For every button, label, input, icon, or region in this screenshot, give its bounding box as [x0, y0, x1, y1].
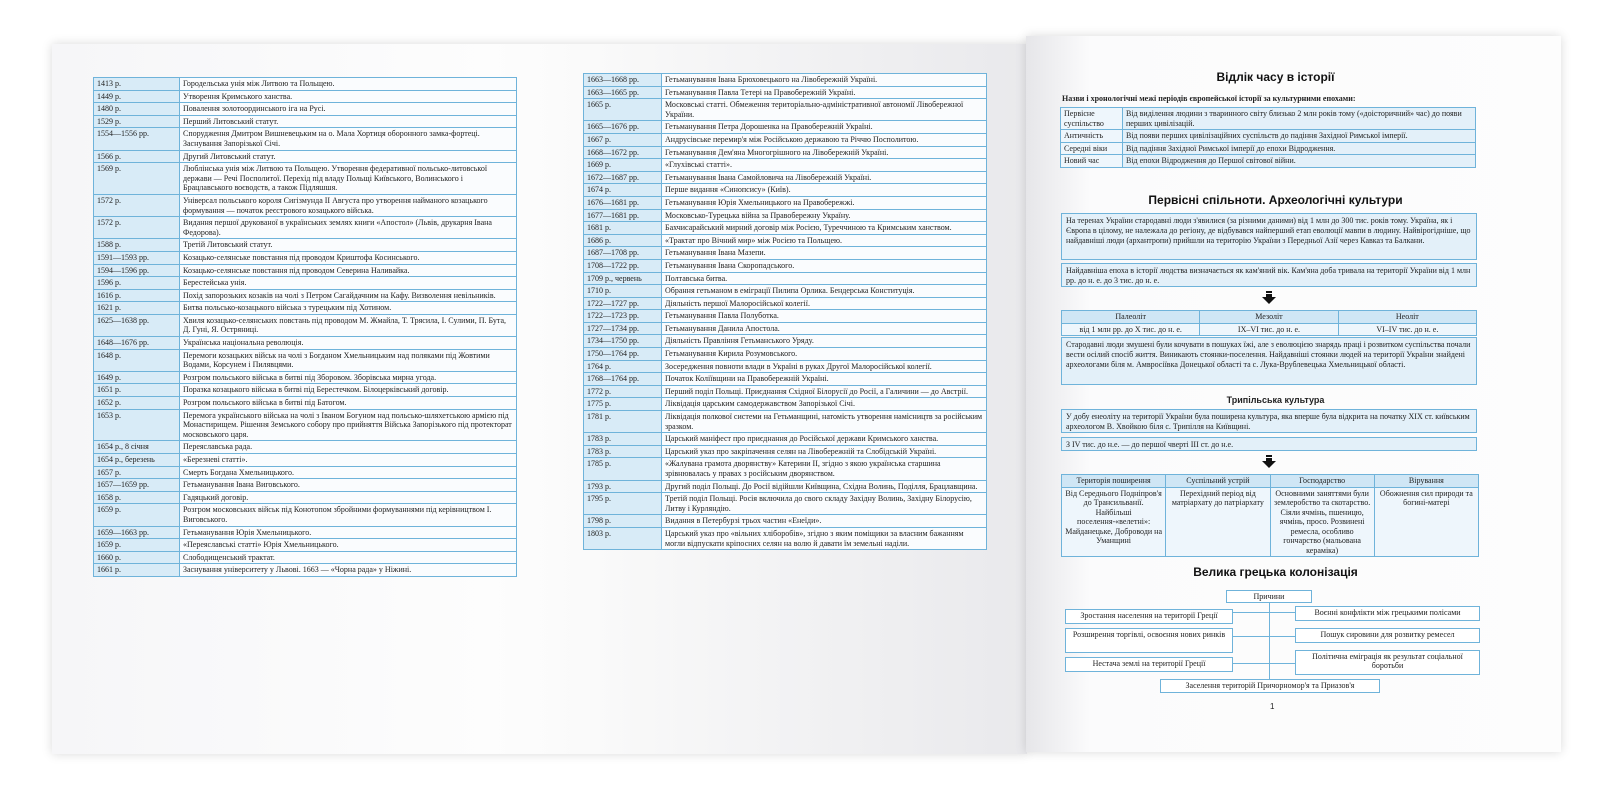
- event-cell: Обрання гетьманом в еміграції Пилипа Орлика. Бендерська Конституція.: [662, 285, 987, 298]
- date-cell: 1677—1681 рр.: [584, 209, 662, 222]
- table-row: [94, 526, 517, 539]
- chronology-table-left: [93, 77, 517, 577]
- event-cell: Берестейська унія.: [180, 277, 517, 290]
- date-cell: 1686 р.: [584, 234, 662, 247]
- stone-age-table: [1061, 310, 1477, 336]
- event-cell: Царський указ про закріпачення селян на Лівобережній та Слобідській Україні.: [662, 445, 987, 458]
- table-row: [584, 222, 987, 235]
- date-cell: 1722—1727 рр.: [584, 297, 662, 310]
- event-cell: «Жалувана грамота дворянству» Катерини II, згідно з якою українська старшина зрівнювалась у правах з російським дворянством.: [662, 458, 987, 480]
- date-cell: 1654 р., березень: [94, 454, 180, 467]
- primitive-paragraph-1: На теренах України стародавні люди з'явилися (за різними даними) від 1 млн до 300 тис. років тому. Україна, як і Європа в цілому, не належала до регіону, де відбувався найперший етап еволюції мавпи в людину. Найвірогідніше, що найдавніші люди (архантропи) прийшли на територію України з Передньої Азії через Кавказ та Балкани.: [1061, 213, 1477, 260]
- table-row: [584, 458, 987, 480]
- table-row: [584, 297, 987, 310]
- event-cell: Царський указ про «вільних хліборобів», згідно з яким поміщики за власним бажанням могли відпускати кріпосних селян на волю й давати їм земельні наділи.: [662, 527, 987, 549]
- date-cell: 1708—1722 рр.: [584, 259, 662, 272]
- date-cell: 1750—1764 рр.: [584, 348, 662, 361]
- table-row: [94, 264, 517, 277]
- date-cell: 1764 р.: [584, 360, 662, 373]
- table-row: [584, 234, 987, 247]
- section-title-colonization: Велика грецька колонізація: [1193, 565, 1358, 579]
- event-cell: Розгром польського війська в битві під Батогом.: [180, 397, 517, 410]
- column-value: Обожнення сил природи та богині-матері: [1374, 487, 1478, 557]
- event-cell: Діяльність Правління Гетьманського Уряду.: [662, 335, 987, 348]
- date-cell: 1667 р.: [584, 133, 662, 146]
- event-cell: Гетьманування Петра Дорошенка на Правобережній Україні.: [662, 121, 987, 134]
- event-cell: Хвиля козацько-селянських повстань під проводом М. Жмайла, Т. Трясила, І. Сулими, П. Бута, Д. Гуні, Я. Остряниці.: [180, 314, 517, 336]
- date-cell: 1480 р.: [94, 103, 180, 116]
- column-header: Суспільний устрій: [1166, 475, 1270, 488]
- event-cell: Початок Коліївщини на Правобережній Україні.: [662, 373, 987, 386]
- date-cell: 1681 р.: [584, 222, 662, 235]
- table-row: [584, 493, 987, 515]
- date-cell: 1663—1668 рр.: [584, 74, 662, 87]
- event-cell: Битва польсько-козацького війська з турецьким під Хотином.: [180, 302, 517, 315]
- era-row: [1061, 155, 1476, 168]
- date-cell: 1652 р.: [94, 397, 180, 410]
- event-cell: Гетьманування Івана Виговського.: [180, 479, 517, 492]
- column-header: Мезоліт: [1200, 311, 1338, 324]
- event-cell: Гетьманування Івана Брюховецького на Лівобережній Україні.: [662, 74, 987, 87]
- table-row: [94, 239, 517, 252]
- table-row: [94, 128, 517, 150]
- table-row: [584, 411, 987, 433]
- event-cell: Видання першої друкованої в українських землях книги «Апостол» (Львів, друкарня Івана Федорова).: [180, 217, 517, 239]
- column-header: Палеоліт: [1062, 311, 1200, 324]
- date-cell: 1659 р.: [94, 504, 180, 526]
- event-cell: Видання в Петербурзі трьох частин «Енеїди».: [662, 515, 987, 528]
- table-row: [94, 251, 517, 264]
- event-cell: Зосередження повноти влади в Україні в руках Другої Малоросійської колегії.: [662, 360, 987, 373]
- date-cell: 1596 р.: [94, 277, 180, 290]
- value-row: [1062, 323, 1477, 336]
- header-row: [1062, 475, 1479, 488]
- event-cell: Третій поділ Польщі. Росія включила до свого складу Західну Волинь, Західну Білорусію, Литву і Курляндію.: [662, 493, 987, 515]
- table-row: [584, 480, 987, 493]
- event-cell: Похід запорозьких козаків на чолі з Петром Сагайдачним на Кафу. Визволення невільників.: [180, 289, 517, 302]
- eras-subtitle: Назви і хронологічні межі періодів європейської історії за культурними епохами:: [1062, 94, 1356, 103]
- table-row: [584, 259, 987, 272]
- left-cause-1: Зростання населення на території Греції: [1065, 609, 1233, 624]
- date-cell: 1449 р.: [94, 90, 180, 103]
- table-row: [584, 398, 987, 411]
- era-description: Від епохи Відродження до Першої світової війни.: [1123, 155, 1476, 168]
- trypillia-paragraph: У добу енеоліту на території України була поширена культура, яка вперше була відкрита на початку ХІХ ст. київським археологом В. Хвойкою біля с. Трипілля на Київщині.: [1061, 409, 1477, 433]
- table-row: [584, 310, 987, 323]
- table-row: [94, 479, 517, 492]
- event-cell: «Переяславські статті» Юрія Хмельницького.: [180, 539, 517, 552]
- date-cell: 1648—1676 рр.: [94, 337, 180, 350]
- table-row: [584, 527, 987, 549]
- table-row: [94, 314, 517, 336]
- event-cell: Другий поділ Польщі. До Росії відійшли Київщина, Східна Волинь, Поділля, Брацлавщина.: [662, 480, 987, 493]
- date-cell: 1668—1672 рр.: [584, 146, 662, 159]
- table-row: [94, 103, 517, 116]
- date-cell: 1709 р., червень: [584, 272, 662, 285]
- table-row: [94, 551, 517, 564]
- table-row: [584, 515, 987, 528]
- right-cause-2: Пошук сировини для розвитку ремесел: [1295, 628, 1480, 643]
- down-arrow-icon: [1262, 291, 1276, 305]
- diagram-connector: [1233, 612, 1295, 613]
- event-cell: Розгром польського війська в битві під Зборовом. Зборівська мирна угода.: [180, 371, 517, 384]
- table-row: [94, 371, 517, 384]
- table-row: [584, 247, 987, 260]
- eras-table: [1060, 107, 1476, 168]
- event-cell: Слободищенський трактат.: [180, 551, 517, 564]
- table-row: [94, 466, 517, 479]
- trypillia-title: Трипільська культура: [1226, 395, 1325, 405]
- date-cell: 1785 р.: [584, 458, 662, 480]
- date-cell: 1722—1723 рр.: [584, 310, 662, 323]
- table-row: [94, 337, 517, 350]
- date-cell: 1710 р.: [584, 285, 662, 298]
- era-name: Новий час: [1061, 155, 1123, 168]
- table-row: [584, 74, 987, 87]
- date-cell: 1594—1596 рр.: [94, 264, 180, 277]
- date-cell: 1768—1764 рр.: [584, 373, 662, 386]
- primitive-paragraph-3: Стародавні люди змушені були кочувати в пошуках їжі, але з еволюцією знарядь праці і розвитком суспільства почали вести осілий спосіб життя. Виникають стоянки-поселення. Найдавніші стоянки людей на території України знайдені археологами біля м. Амвросіївка Донецької області та с. Лука-Врублевецька Хмельницької області.: [1061, 337, 1477, 385]
- event-cell: Гетьманування Павла Тетері на Правобережній Україні.: [662, 86, 987, 99]
- section-title-time: Відлік часу в історії: [1216, 70, 1335, 84]
- trypillia-table: [1061, 474, 1479, 557]
- date-cell: 1781 р.: [584, 411, 662, 433]
- date-cell: 1798 р.: [584, 515, 662, 528]
- event-cell: Другий Литовський статут.: [180, 150, 517, 163]
- event-cell: Переяславська рада.: [180, 441, 517, 454]
- date-cell: 1783 р.: [584, 433, 662, 446]
- date-cell: 1783 р.: [584, 445, 662, 458]
- date-cell: 1572 р.: [94, 194, 180, 216]
- date-cell: 1676—1681 рр.: [584, 196, 662, 209]
- date-cell: 1572 р.: [94, 217, 180, 239]
- event-cell: Утворення Кримського ханства.: [180, 90, 517, 103]
- table-row: [94, 397, 517, 410]
- page-number: 1: [1270, 702, 1275, 711]
- event-cell: Гетьманування Івана Самойловича на Лівобережній Україні.: [662, 171, 987, 184]
- table-row: [94, 454, 517, 467]
- column-header: Неоліт: [1338, 311, 1476, 324]
- event-cell: Андрусівське перемир'я між Російською державою та Річчю Посполитою.: [662, 133, 987, 146]
- event-cell: Гетьманування Юрія Хмельницького на Правобережжі.: [662, 196, 987, 209]
- table-row: [584, 146, 987, 159]
- event-cell: Перше видання «Синопсису» (Київ).: [662, 184, 987, 197]
- table-row: [94, 150, 517, 163]
- event-cell: Смерть Богдана Хмельницького.: [180, 466, 517, 479]
- table-row: [584, 373, 987, 386]
- event-cell: Універсал польського короля Сигізмунда II Августа про утворення найманого козацького формування — початок реєстрового козацького війська.: [180, 194, 517, 216]
- column-header: Територія поширення: [1062, 475, 1166, 488]
- table-row: [584, 209, 987, 222]
- event-cell: Гетьманування Дем'яна Многогрішного на Лівобережній Україні.: [662, 146, 987, 159]
- date-cell: 1672—1687 рр.: [584, 171, 662, 184]
- table-row: [584, 184, 987, 197]
- date-cell: 1657 р.: [94, 466, 180, 479]
- column-value: від 1 млн рр. до Х тис. до н. е.: [1062, 323, 1200, 336]
- event-cell: Гетьманування Кирила Розумовського.: [662, 348, 987, 361]
- diagram-connector: [1233, 663, 1295, 664]
- table-row: [584, 196, 987, 209]
- table-row: [584, 433, 987, 446]
- date-cell: 1674 р.: [584, 184, 662, 197]
- era-name: Первісне суспільство: [1061, 108, 1123, 130]
- date-cell: 1649 р.: [94, 371, 180, 384]
- section-title-primitive: Первісні спільноти. Археологічні культури: [1148, 193, 1403, 207]
- date-cell: 1660 р.: [94, 551, 180, 564]
- date-cell: 1659 р.: [94, 539, 180, 552]
- table-row: [584, 445, 987, 458]
- event-cell: «Трактат про Вічний мир» між Росією та Польщею.: [662, 234, 987, 247]
- date-cell: 1687—1708 рр.: [584, 247, 662, 260]
- column-header: Господарство: [1270, 475, 1374, 488]
- date-cell: 1669 р.: [584, 159, 662, 172]
- date-cell: 1661 р.: [94, 564, 180, 577]
- table-row: [584, 99, 987, 121]
- date-cell: 1795 р.: [584, 493, 662, 515]
- event-cell: Московські статті. Обмеження територіально-адміністративної автономії Лівобережної України.: [662, 99, 987, 121]
- left-cause-2: Розширення торгівлі, освоєння нових ринків: [1065, 628, 1233, 653]
- table-row: [94, 441, 517, 454]
- event-cell: Спорудження Дмитром Вишневецьким на о. Мала Хортиця оборонного замка-фортеці. Заснування Запорізької Січі.: [180, 128, 517, 150]
- date-cell: 1653 р.: [94, 409, 180, 441]
- table-row: [584, 171, 987, 184]
- table-row: [584, 133, 987, 146]
- down-arrow-icon: [1262, 455, 1276, 469]
- era-description: Від падіння Західної Римської імперії до епохи Відродження.: [1123, 142, 1476, 155]
- table-row: [94, 90, 517, 103]
- event-cell: Діяльність першої Малоросійської колегії.: [662, 297, 987, 310]
- date-cell: 1588 р.: [94, 239, 180, 252]
- diagram-connector: [1233, 636, 1295, 637]
- table-row: [94, 384, 517, 397]
- diagram-connector: [1269, 601, 1270, 681]
- date-cell: 1651 р.: [94, 384, 180, 397]
- event-cell: Козацько-селянське повстання під проводом Криштофа Косинського.: [180, 251, 517, 264]
- table-row: [584, 348, 987, 361]
- left-cause-3: Нестача землі на території Греції: [1065, 657, 1233, 672]
- event-cell: «Березневі статті».: [180, 454, 517, 467]
- column-value: ІХ–VI тис. до н. е.: [1200, 323, 1338, 336]
- table-row: [584, 385, 987, 398]
- date-cell: 1734—1750 рр.: [584, 335, 662, 348]
- table-row: [94, 491, 517, 504]
- primitive-paragraph-2: Найдавніша епоха в історії людства визначається як кам'яний вік. Кам'яна доба тривала на території України від 1 млн рр. до н. е. до 3 тис. до н. е.: [1061, 263, 1477, 287]
- column-header: Вірування: [1374, 475, 1478, 488]
- event-cell: Гетьманування Данила Апостола.: [662, 322, 987, 335]
- date-cell: 1657—1659 рр.: [94, 479, 180, 492]
- date-cell: 1554—1556 рр.: [94, 128, 180, 150]
- date-cell: 1663—1665 рр.: [584, 86, 662, 99]
- trypillia-period: З IV тис. до н.е. — до першої чверті III ст. до н.е.: [1061, 437, 1477, 451]
- table-row: [94, 504, 517, 526]
- era-description: Від появи перших цивілізаційних суспільств до падіння Західної Римської імперії.: [1123, 130, 1476, 143]
- table-row: [94, 302, 517, 315]
- date-cell: 1648 р.: [94, 349, 180, 371]
- event-cell: Поразка козацького війська в битві під Берестечком. Білоцерківський договір.: [180, 384, 517, 397]
- right-cause-1: Воєнні конфлікти між грецькими полісами: [1295, 606, 1480, 621]
- table-row: [584, 86, 987, 99]
- date-cell: 1665 р.: [584, 99, 662, 121]
- event-cell: Бахчисарайський мирний договір між Росією, Туреччиною та Кримським ханством.: [662, 222, 987, 235]
- table-row: [94, 78, 517, 91]
- date-cell: 1772 р.: [584, 385, 662, 398]
- table-row: [584, 360, 987, 373]
- table-row: [584, 159, 987, 172]
- table-row: [94, 194, 517, 216]
- right-cause-3: Політична еміграція як результат соціальної боротьби: [1295, 650, 1480, 675]
- event-cell: «Глухівські статті».: [662, 159, 987, 172]
- event-cell: Гетьманування Івана Мазепи.: [662, 247, 987, 260]
- date-cell: 1654 р., 8 січня: [94, 441, 180, 454]
- event-cell: Козацько-селянське повстання під проводом Северина Наливайка.: [180, 264, 517, 277]
- date-cell: 1658 р.: [94, 491, 180, 504]
- column-value: Основними заняттями були землеробство та скотарство. Сіяли ячмінь, пшеницю, ячмінь, просо. Розвинені ремесла, особливо гончарство (мальована кераміка): [1270, 487, 1374, 557]
- table-row: [584, 272, 987, 285]
- table-row: [94, 217, 517, 239]
- event-cell: Московсько-Турецька війна за Правобережну Україну.: [662, 209, 987, 222]
- table-row: [94, 564, 517, 577]
- column-value: Від Середнього Подніпров'я до Трансильванії. Найбільші поселення-«велетні»: Майданецьке, Доброводи на Уманщині: [1062, 487, 1166, 557]
- event-cell: Полтавська битва.: [662, 272, 987, 285]
- date-cell: 1793 р.: [584, 480, 662, 493]
- table-row: [94, 409, 517, 441]
- era-name: Античність: [1061, 130, 1123, 143]
- event-cell: Царський маніфест про приєднання до Російської держави Кримського ханства.: [662, 433, 987, 446]
- event-cell: Розгром московських військ під Конотопом збройними формуваннями під керівництвом І. Виговського.: [180, 504, 517, 526]
- event-cell: Гадяцький договір.: [180, 491, 517, 504]
- event-cell: Люблінська унія між Литвою та Польщею. Утворення федеративної польсько-литовської держави — Речі Посполитої. Перехід під владу Польщі Київського, Волинського і Брацлавського воєводств, а також Підляшшя.: [180, 163, 517, 195]
- date-cell: 1529 р.: [94, 115, 180, 128]
- colonization-result: Заселення територій Причорномор'я та Приазов'я: [1160, 679, 1380, 693]
- table-row: [584, 121, 987, 134]
- era-row: [1061, 130, 1476, 143]
- event-cell: Ліквідація царським самодержавством Запорізької Січі.: [662, 398, 987, 411]
- table-row: [94, 539, 517, 552]
- date-cell: 1621 р.: [94, 302, 180, 315]
- chronology-table-middle: [583, 73, 987, 550]
- date-cell: 1413 р.: [94, 78, 180, 91]
- event-cell: Гетьманування Юрія Хмельницького.: [180, 526, 517, 539]
- date-cell: 1616 р.: [94, 289, 180, 302]
- date-cell: 1625—1638 рр.: [94, 314, 180, 336]
- event-cell: Українська національна революція.: [180, 337, 517, 350]
- date-cell: 1591—1593 рр.: [94, 251, 180, 264]
- event-cell: Повалення золотоординського іга на Русі.: [180, 103, 517, 116]
- event-cell: Гетьманування Івана Скоропадського.: [662, 259, 987, 272]
- event-cell: Перший Литовський статут.: [180, 115, 517, 128]
- column-value: Перехідний період від матріархату до патріархату: [1166, 487, 1270, 557]
- event-cell: Городельська унія між Литвою та Польщею.: [180, 78, 517, 91]
- era-row: [1061, 108, 1476, 130]
- date-cell: 1803 р.: [584, 527, 662, 549]
- date-cell: 1665—1676 рр.: [584, 121, 662, 134]
- era-description: Від виділення людини з тваринного світу близько 2 млн років тому («доісторичний» час) до появи перших цивілізацій.: [1123, 108, 1476, 130]
- column-value: VI–IV тис. до н. е.: [1338, 323, 1476, 336]
- event-cell: Перемоги козацьких військ на чолі з Богданом Хмельницьким над поляками під Жовтими Водами, Корсунем і Пилявцями.: [180, 349, 517, 371]
- date-cell: 1566 р.: [94, 150, 180, 163]
- date-cell: 1775 р.: [584, 398, 662, 411]
- table-row: [584, 322, 987, 335]
- value-row: [1062, 487, 1479, 557]
- table-row: [94, 277, 517, 290]
- date-cell: 1659—1663 рр.: [94, 526, 180, 539]
- event-cell: Заснування університету у Львові. 1663 — «Чорна рада» у Ніжині.: [180, 564, 517, 577]
- event-cell: Перемога українського війська на чолі з Іваном Богуном над польсько-шляхетською армією під Монастирищем. Рішення Земського собору про прийняття Війська Запорізького під протекторат московського царя.: [180, 409, 517, 441]
- event-cell: Ліквідація полкової системи на Гетьманщині, натомість утворення намісництв за російським зразком.: [662, 411, 987, 433]
- era-row: [1061, 142, 1476, 155]
- event-cell: Третій Литовський статут.: [180, 239, 517, 252]
- header-row: [1062, 311, 1477, 324]
- event-cell: Гетьманування Павла Полуботка.: [662, 310, 987, 323]
- date-cell: 1569 р.: [94, 163, 180, 195]
- table-row: [94, 115, 517, 128]
- era-name: Середні віки: [1061, 142, 1123, 155]
- table-row: [94, 349, 517, 371]
- table-row: [94, 289, 517, 302]
- table-row: [94, 163, 517, 195]
- event-cell: Перший поділ Польщі. Приєднання Східної Білорусії до Росії, а Галичини — до Австрії.: [662, 385, 987, 398]
- table-row: [584, 285, 987, 298]
- table-row: [584, 335, 987, 348]
- date-cell: 1727—1734 рр.: [584, 322, 662, 335]
- causes-box: Причини: [1226, 590, 1312, 603]
